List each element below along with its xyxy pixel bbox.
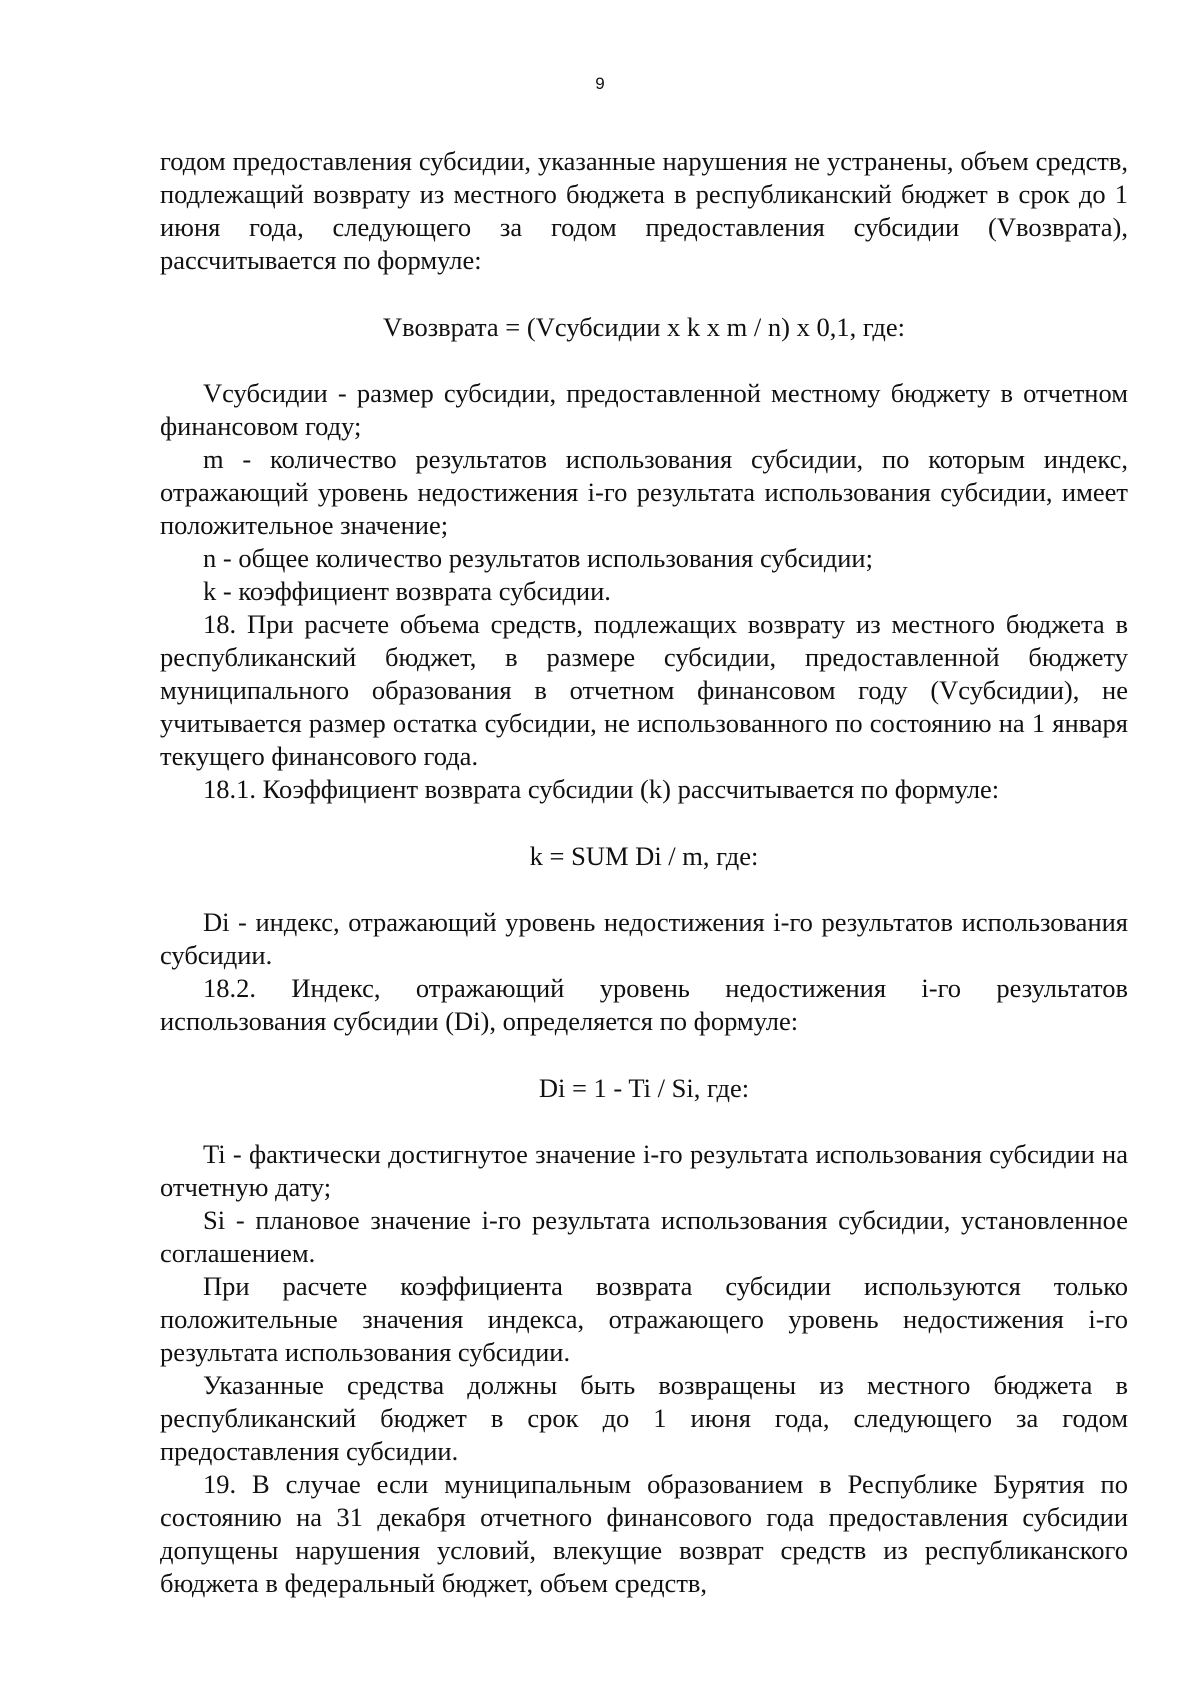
clause-18-2: 18.2. Индекс, отражающий уровень недостижения i-го результатов использования субсидии (Di), определяется по формуле: <box>160 973 1128 1036</box>
clause-18: 18. При расчете объема средств, подлежащих возврату из местного бюджета в республиканский бюджет, в размере субсидии, предоставленной бюджету муниципального образования в отчетном финансовом году (Vсубсидии), не учитывается размер остатка субсидии, не использованного по состоянию на 1 января текущего финансового года. <box>160 609 1128 771</box>
document-body <box>160 145 1128 1600</box>
page-number: 9 <box>595 74 605 93</box>
formula-vreturn: Vвозврата = (Vсубсидии x k x m / n) x 0,1, где: <box>382 312 906 342</box>
formula-k: k = SUM Di / m, где: <box>529 841 759 871</box>
formula-di: Di = 1 - Ti / Si, где: <box>538 1073 750 1103</box>
clause-19: 19. В случае если муниципальным образованием в Республике Бурятия по состоянию на 31 декабря отчетного финансового года предоставления субсидии допущены нарушения условий, влекущие возврат средств из республиканского бюджета в федеральный бюджет, объем средств, <box>160 1469 1128 1598</box>
paragraph-positive-values: При расчете коэффициента возврата субсидии используются только положительные значения индекса, отражающего уровень недостижения i-го результата использования субсидии. <box>160 1271 1128 1367</box>
paragraph-continuation: годом предоставления субсидии, указанные нарушения не устранены, объем средств, подлежащий возврату из местного бюджета в республиканский бюджет в срок до 1 июня года, следующего за годом предоставления субсидии (Vвозврата), рассчитывается по формуле: <box>160 146 1128 275</box>
definition-m: m - количество результатов использования субсидии, по которым индекс, отражающий уровень недостижения i-го результата использования субсидии, имеет положительное значение; <box>160 444 1128 540</box>
definition-vsubsidy: Vсубсидии - размер субсидии, предоставленной местному бюджету в отчетном финансовом году; <box>160 378 1128 441</box>
clause-18-1: 18.1. Коэффициент возврата субсидии (k) рассчитывается по формуле: <box>203 774 1000 804</box>
definition-n: n - общее количество результатов использования субсидии; <box>203 543 873 573</box>
definition-ti: Ti - фактически достигнутое значение i-го результата использования субсидии на отчетную дату; <box>160 1139 1128 1202</box>
paragraph-return-deadline: Указанные средства должны быть возвращены из местного бюджета в республиканский бюджет в срок до 1 июня года, следующего за годом предоставления субсидии. <box>160 1370 1128 1466</box>
definition-di: Di - индекс, отражающий уровень недостижения i-го результатов использования субсидии. <box>160 907 1128 970</box>
definition-si: Si - плановое значение i-го результата использования субсидии, установленное соглашением. <box>160 1205 1128 1268</box>
definition-k: k - коэффициент возврата субсидии. <box>203 576 611 606</box>
